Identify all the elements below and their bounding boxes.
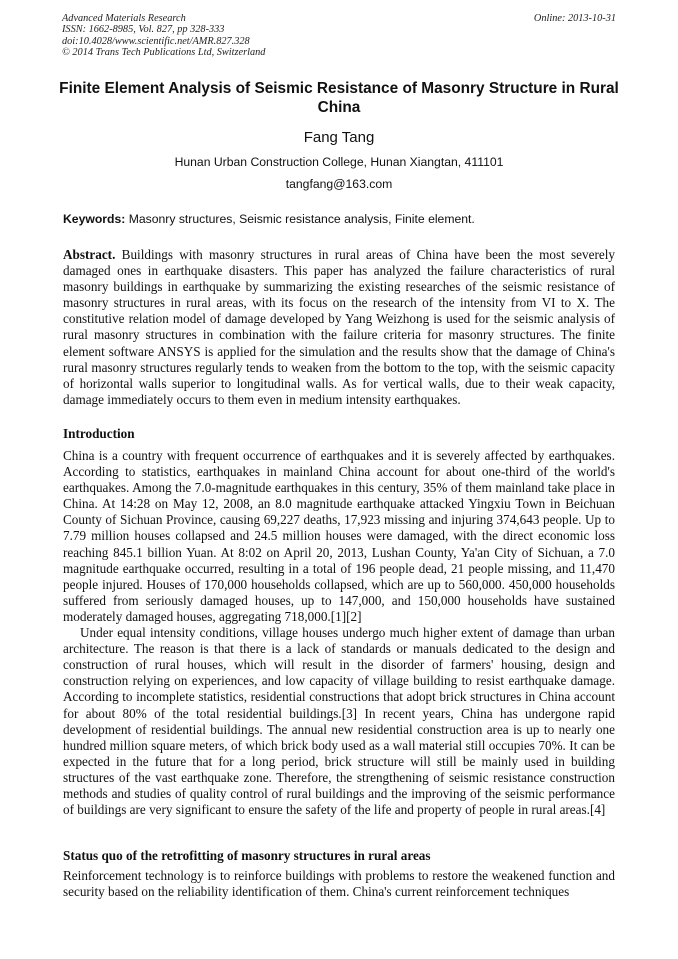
status-paragraph-1: Reinforcement technology is to reinforce buildings with problems to restore the weakened function and security based on the reliability identification of them. China's current reinforcement techniques [63,868,615,900]
abstract-label: Abstract. [63,247,116,262]
section-heading-introduction: Introduction [63,426,135,441]
copyright-line: © 2014 Trans Tech Publications Ltd, Switzerland [62,47,266,59]
introduction-body [63,448,615,818]
intro-paragraph-1: China is a country with frequent occurrence of earthquakes and it is severely affected by earthquakes. According to statistics, earthquakes in mainland China account for about one-third of the world's earthquakes. Among the 7.0-magnitude earthquakes in this century, 35% of them mainland take place in China. At 14:28 on May 12, 2008, an 8.0 magnitude earthquake attacked Yingxiu Town in Beichuan County of Sichuan Province, causing 69,227 deaths, 17,923 missing and injuring 374,643 people. Up to 7.79 million houses collapsed and 24.5 million houses were damaged, with the direct economic loss reaching 845.1 billion Yuan. At 8:02 on April 20, 2013, Lushan County, Ya'an City of Sichuan, a 7.0 magnitude earthquake occurred, resulting in a total of 196 people dead, 21 people missing, and 11,470 people injured. Houses of 170,000 households collapsed, which are up to 560,000. 450,000 households suffered from seriously damaged houses, up to 147,000, and 150,000 households have sustained moderately damaged houses, aggregating 718,000.[1][2] [63,448,615,624]
keywords-text: Masonry structures, Seismic resistance analysis, Finite element. [125,212,475,226]
paper-title: Finite Element Analysis of Seismic Resistance of Masonry Structure in Rural China [59,80,619,116]
journal-header [62,13,616,59]
keywords-label: Keywords: [63,212,126,226]
intro-paragraph-2: Under equal intensity conditions, village houses undergo much higher extent of damage than urban architecture. The reason is that there is a lack of standards or manuals dedicated to the design and construction of rural houses, which will result in the disorder of farmers' housing, design and construction relying on experiences, and low capacity of village building to resist earthquake damage. According to incomplete statistics, residential constructions that adopt brick structures in China account for about 80% of the total residential buildings.[3] In recent years, China has undergone rapid development of residential buildings. The annual new residential construction area is up to nearly one hundred million square meters, of which brick body used as a wall material still occupies 70%. It can be expected in the future that for a long period, brick structure will still be mainly used in building structures of the vast earthquake zone. Therefore, the strengthening of seismic resistance construction methods and studies of quality control of rural buildings and the improving of the seismic performance of buildings are very significant to ensure the safety of the life and property of people in rural areas.[4] [63,625,615,818]
keywords-line [63,212,615,227]
author-name: Fang Tang [303,129,375,146]
issn-line: ISSN: 1662-8985, Vol. 827, pp 328-333 [62,24,225,36]
status-quo-body [63,868,615,902]
online-date: Online: 2013-10-31 [533,13,616,24]
doi-line: doi:10.4028/www.scientific.net/AMR.827.328 [62,35,250,47]
author-affiliation: Hunan Urban Construction College, Hunan Xiangtan, 411101 [174,155,504,169]
author-email: tangfang@163.com [285,177,393,191]
abstract-block [63,247,615,408]
abstract-text: Buildings with masonry structures in rural areas of China have been the most severely damaged ones in earthquake disasters. This paper has analyzed the failure characteristics of rural masonry buildings in earthquake by summarizing the existing researches of the seismic resistance of masonry structures in rural areas, with its focus on the research of the intensity from VI to X. The constitutive relation model of damage developed by Yang Weizhong is used for the seismic analysis of rural masonry structures in combination with the failure criteria for masonry structures. The finite element software ANSYS is applied for the simulation and the results show that the damage of China's rural masonry structures regularly tends to weaken from the bottom to the top, with the seismic capacity of horizontal walls superior to longitudinal walls. As for vertical walls, due to their weak capacity, damage immediately occurs to them even in medium intensity earthquakes. [63,247,615,407]
journal-name: Advanced Materials Research [62,13,186,24]
section-heading-status-quo: Status quo of the retrofitting of masonry structures in rural areas [63,848,431,863]
